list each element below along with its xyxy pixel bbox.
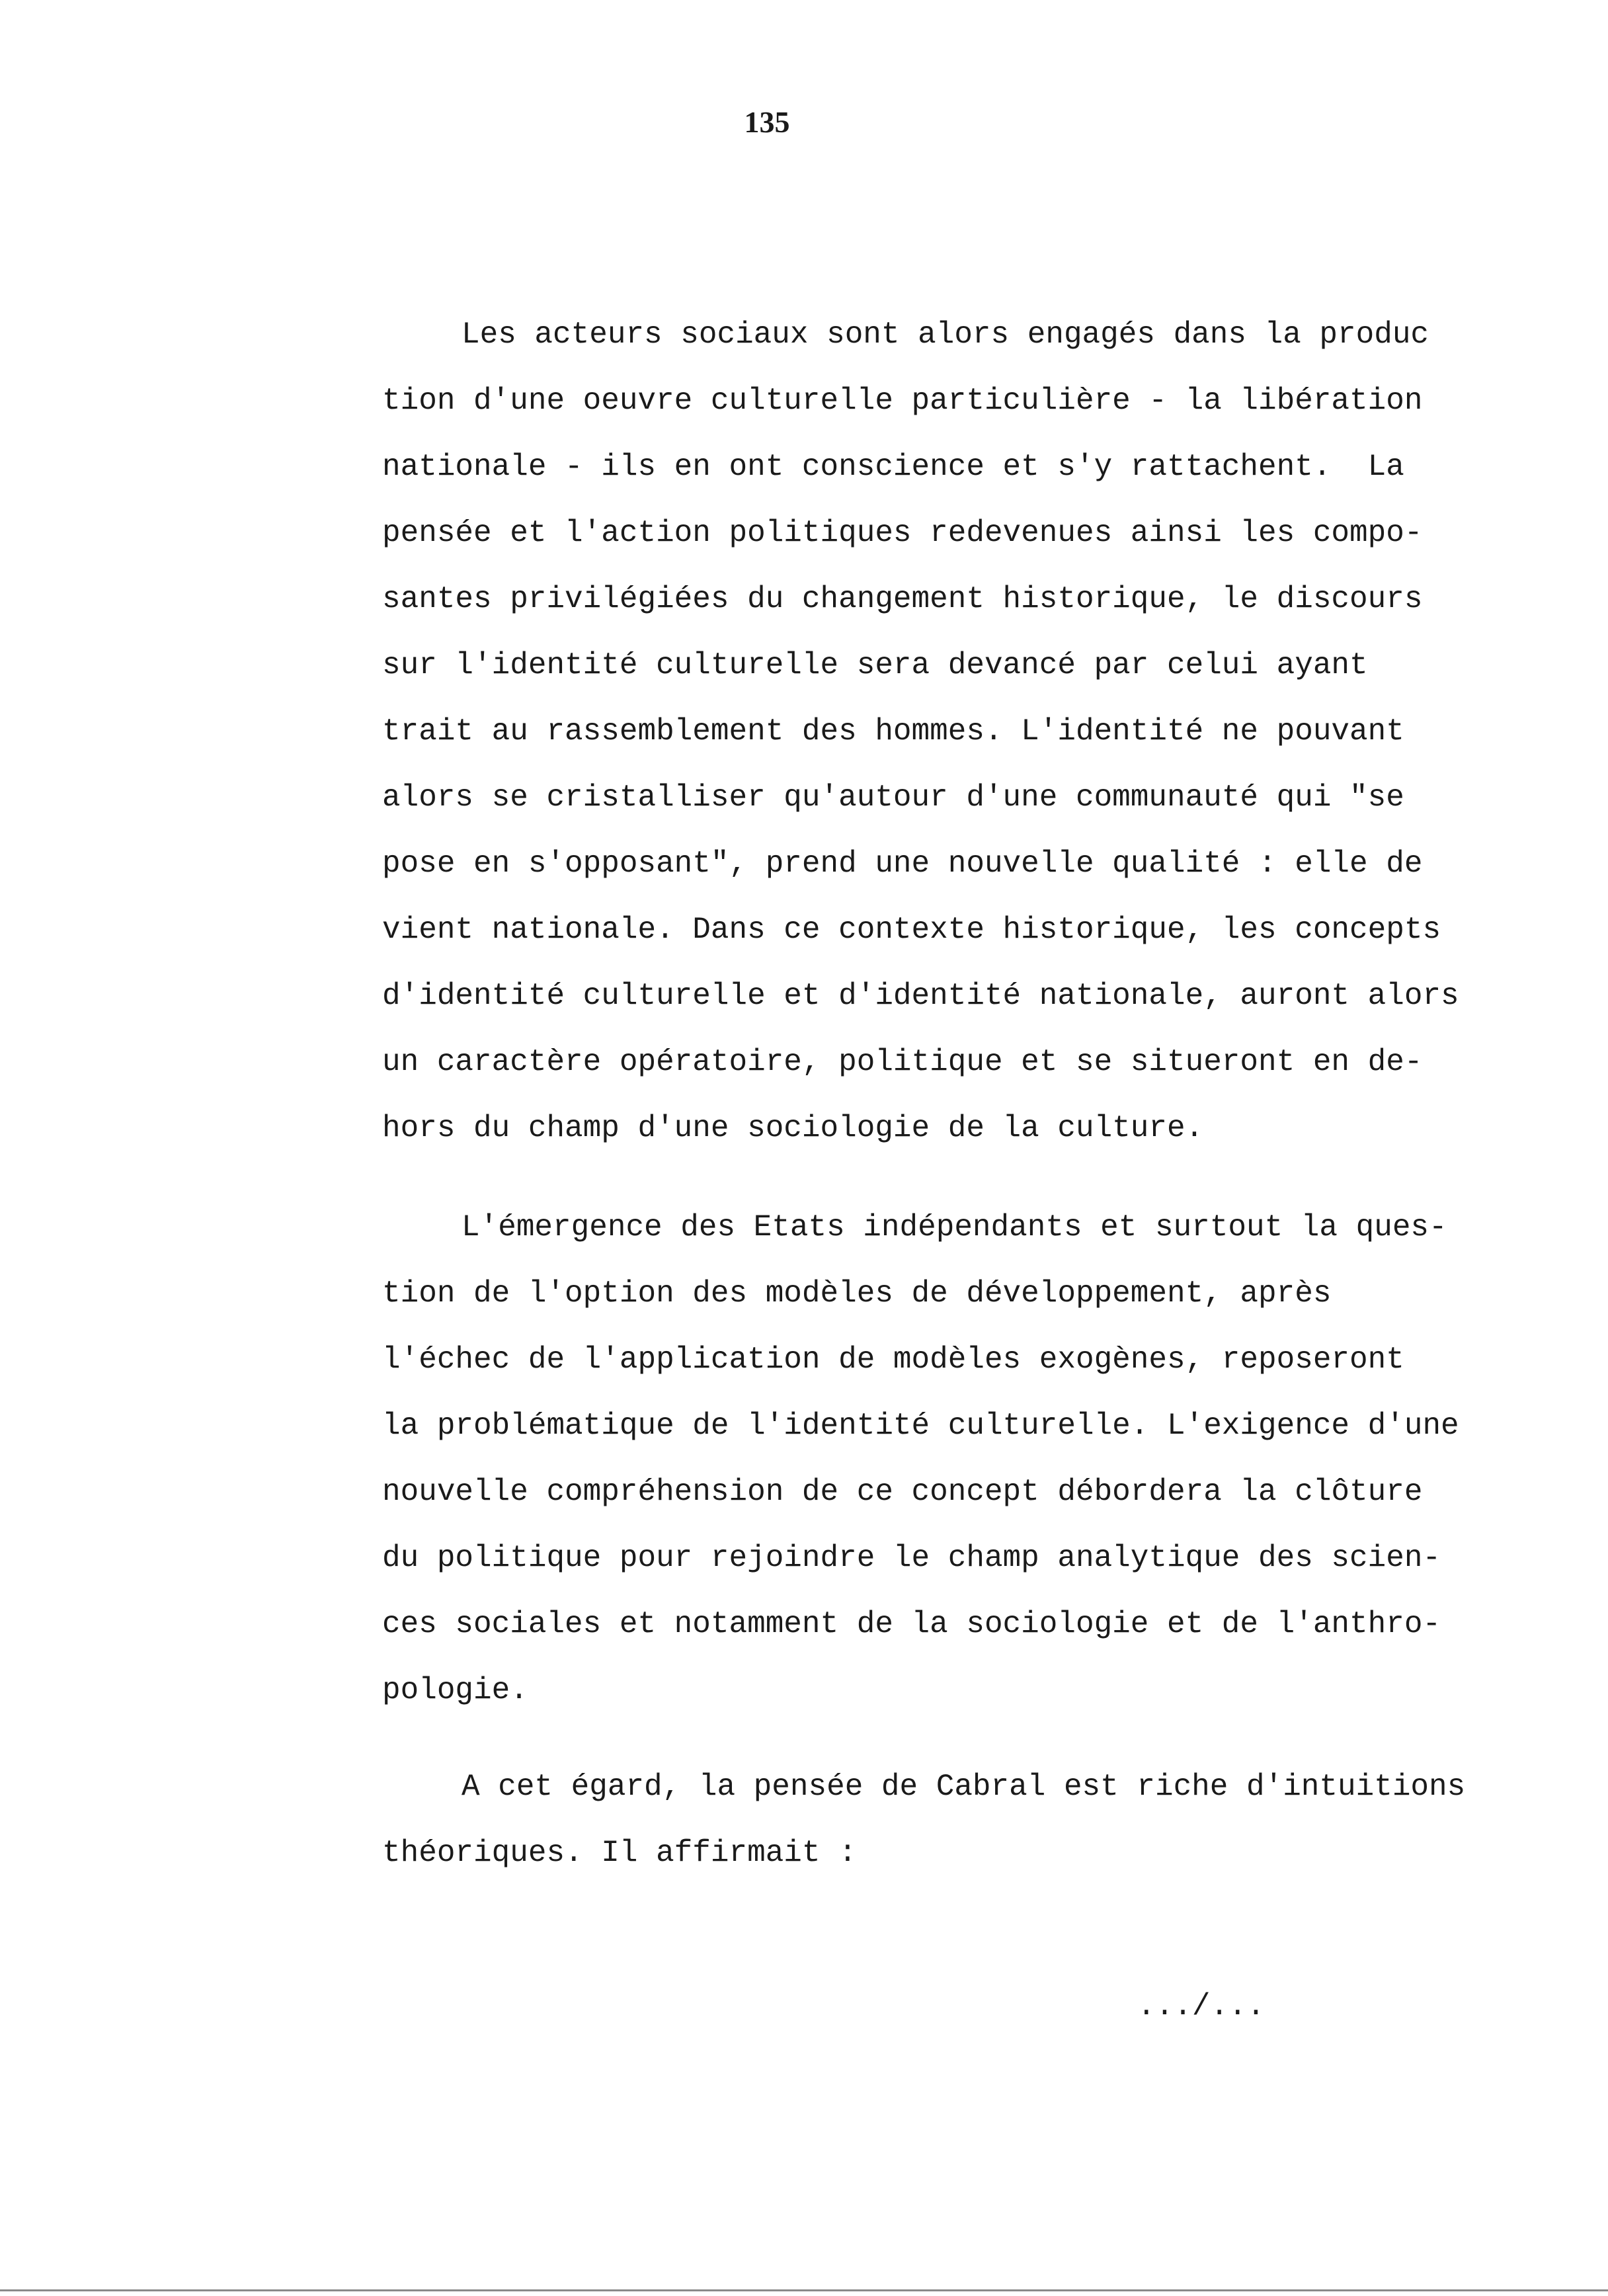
text-line: nouvelle compréhension de ce concept débordera la clôture bbox=[382, 1475, 1423, 1509]
text-line: Les acteurs sociaux sont alors engagés dans la produc bbox=[462, 317, 1429, 352]
text-line: A cet égard, la pensée de Cabral est riche d'intuitions bbox=[462, 1770, 1466, 1804]
text-line: pologie. bbox=[382, 1673, 528, 1707]
text-line: l'échec de l'application de modèles exogènes, reposeront bbox=[382, 1342, 1404, 1377]
text-line: la problématique de l'identité culturelle. L'exigence d'une bbox=[382, 1409, 1459, 1443]
text-line: nationale - ils en ont conscience et s'y rattachent. La bbox=[382, 450, 1404, 484]
text-line: tion d'une oeuvre culturelle particulière - la libération bbox=[382, 384, 1423, 418]
text-line: tion de l'option des modèles de développement, après bbox=[382, 1276, 1332, 1311]
text-line: trait au rassemblement des hommes. L'identité ne pouvant bbox=[382, 714, 1404, 749]
text-line: ces sociales et notamment de la sociologie et de l'anthro- bbox=[382, 1607, 1441, 1641]
text-line: d'identité culturelle et d'identité nationale, auront alors bbox=[382, 979, 1459, 1013]
text-line: santes privilégiées du changement historique, le discours bbox=[382, 582, 1423, 616]
text-line: vient nationale. Dans ce contexte historique, les concepts bbox=[382, 913, 1441, 947]
text-line: sur l'identité culturelle sera devancé par celui ayant bbox=[382, 648, 1368, 682]
text-line: hors du champ d'une sociologie de la culture. bbox=[382, 1111, 1204, 1145]
text-line: pensée et l'action politiques redevenues ainsi les compo- bbox=[382, 516, 1423, 550]
page-number: 135 bbox=[744, 105, 790, 139]
text-line: un caractère opératoire, politique et se situeront en de- bbox=[382, 1045, 1423, 1079]
text-line: théoriques. Il affirmait : bbox=[382, 1836, 857, 1870]
text-line: pose en s'opposant", prend une nouvelle qualité : elle de bbox=[382, 846, 1423, 881]
scan-edge-rule bbox=[0, 2289, 1608, 2291]
continuation-mark: .../... bbox=[1137, 1989, 1266, 2024]
text-line: du politique pour rejoindre le champ analytique des scien- bbox=[382, 1541, 1441, 1575]
text-line: L'émergence des Etats indépendants et surtout la ques- bbox=[462, 1210, 1447, 1245]
text-line: alors se cristalliser qu'autour d'une communauté qui "se bbox=[382, 780, 1404, 815]
